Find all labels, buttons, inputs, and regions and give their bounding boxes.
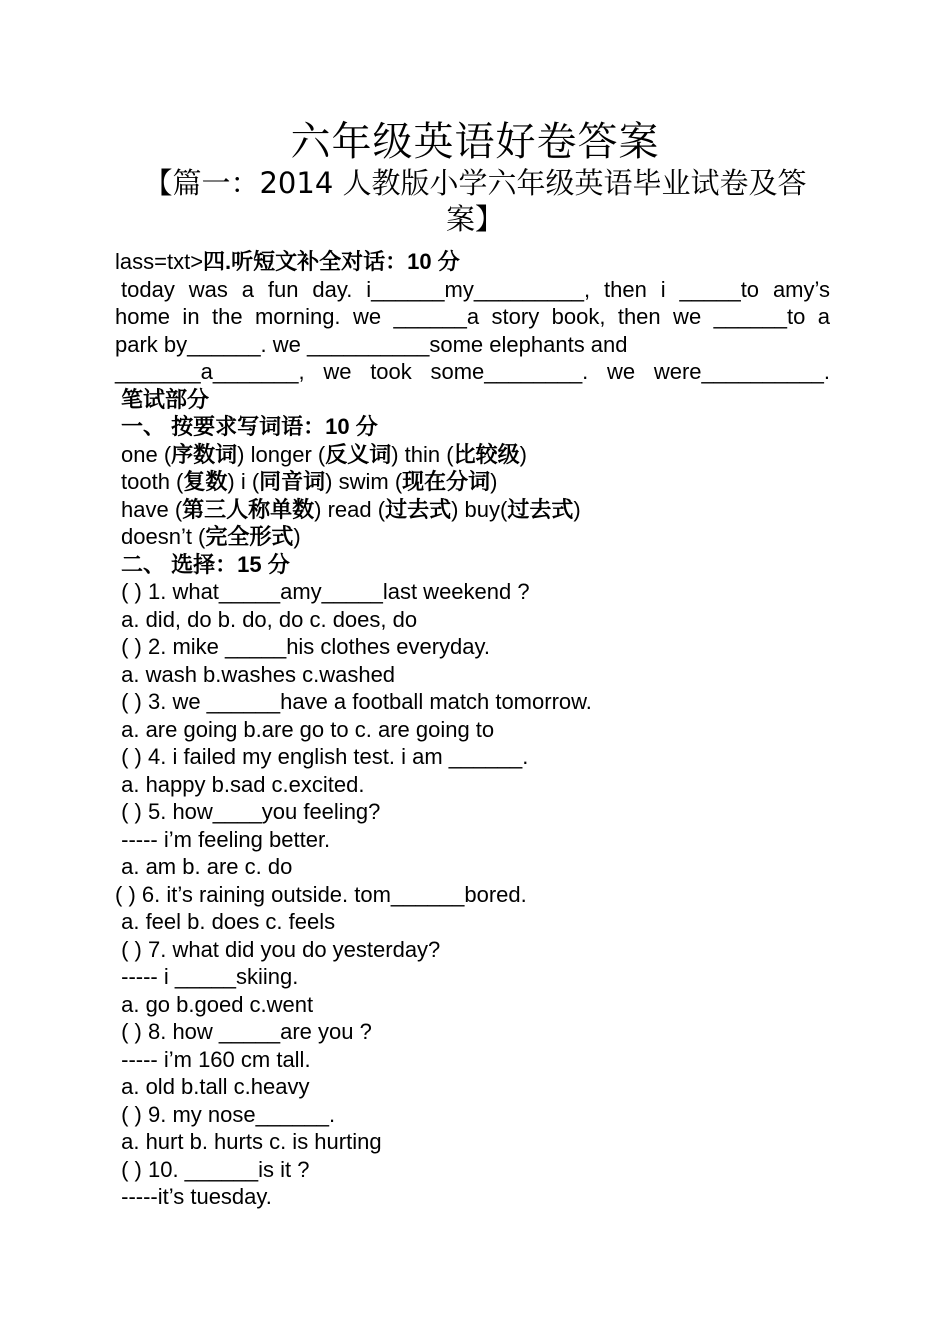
question-line: a. go b.goed c.went [115, 991, 314, 1017]
word-task-row [115, 468, 830, 496]
page-title: 六年级英语好卷答案 [290, 119, 660, 165]
word-task-hint: 比较级 [453, 441, 520, 467]
word-task-hint: 完全形式 [205, 524, 294, 549]
section4-prefix: lass=txt> [115, 249, 204, 274]
question-line: ----- i _____skiing. [115, 964, 299, 989]
word-task-row [115, 441, 830, 469]
word-task-text: ) [573, 496, 581, 522]
written-section-heading: 笔试部分 [121, 386, 210, 412]
document-body [115, 248, 830, 1211]
question-line: a. am b. are c. do [115, 854, 293, 879]
word-task-hint: 现在分词 [402, 469, 491, 494]
part1-word-rows [115, 441, 830, 551]
question-line: ( ) 8. how _____are you ? [115, 1019, 372, 1044]
word-task-text: ) read ( [314, 496, 386, 522]
question-line: a. did, do b. do, do c. does, do [115, 606, 418, 632]
word-task-text: one ( [121, 441, 172, 467]
section4-heading-line [115, 248, 830, 276]
word-task-text: tooth ( [121, 469, 184, 494]
word-task-text: ) swim ( [325, 469, 403, 494]
section4-line: park by______. we __________some elephants and [115, 331, 628, 357]
question-line: ( ) 7. what did you do yesterday? [115, 936, 441, 962]
question-line: a. are going b.are go to c. are going to [115, 716, 495, 742]
question-line: ----- i’m 160 cm tall. [115, 1046, 311, 1072]
word-task-text: doesn’t ( [121, 524, 206, 549]
question-line: ( ) 6. it’s raining outside. tom______bored. [115, 881, 527, 907]
word-task-hint: 第三人称单数 [182, 496, 315, 522]
section4-line: home in the morning. we ______a story book, then we ______to a [115, 304, 830, 329]
word-task-hint: 过去式 [507, 496, 574, 522]
word-task-text: ) i ( [227, 469, 260, 494]
question-line: ( ) 3. we ______have a football match tomorrow. [115, 689, 592, 714]
question-line: ( ) 5. how____you feeling? [115, 799, 381, 824]
part1-heading: 一、 按要求写词语：10 分 [121, 414, 378, 439]
word-task-text: ) buy( [451, 496, 508, 522]
part2-heading: 二、 选择：15 分 [121, 551, 290, 577]
section4-line: today was a fun day. i______my_________, then i _____to amy’s [121, 276, 830, 302]
word-task-text: ) [293, 524, 301, 549]
word-task-row [115, 523, 830, 551]
question-line: a. wash b.washes c.washed [115, 661, 396, 687]
question-line: ( ) 1. what_____amy_____last weekend ? [115, 579, 530, 604]
question-line: ----- i’m feeling better. [115, 826, 331, 852]
word-task-hint: 过去式 [385, 496, 452, 522]
question-line: -----it’s tuesday. [115, 1184, 272, 1209]
word-task-text: ) [490, 469, 498, 494]
question-line: ( ) 4. i failed my english test. i am ______. [115, 744, 529, 769]
word-task-hint: 复数 [183, 469, 228, 494]
question-line: a. feel b. does c. feels [115, 909, 336, 934]
question-line: ( ) 9. my nose______. [115, 1101, 336, 1127]
part2-question-lines [115, 578, 830, 1211]
page-subtitle: 【篇一：2014 人教版小学六年级英语毕业试卷及答案】 [143, 166, 807, 236]
word-task-text: have ( [121, 496, 183, 522]
section4-heading: 四.听短文补全对话：10 分 [203, 249, 460, 274]
word-task-row [115, 496, 830, 524]
word-task-hint: 同音词 [259, 469, 326, 494]
word-task-text: ) [519, 441, 527, 467]
question-line: a. old b.tall c.heavy [115, 1074, 310, 1099]
section4-line: _______a_______, we took some________. we were__________. [115, 359, 830, 384]
question-line: ( ) 2. mike _____his clothes everyday. [115, 634, 490, 659]
question-line: a. hurt b. hurts c. is hurting [115, 1129, 382, 1154]
question-line: a. happy b.sad c.excited. [115, 771, 365, 797]
word-task-hint: 反义词 [325, 441, 392, 467]
word-task-text: ) longer ( [237, 441, 326, 467]
word-task-text: ) thin ( [391, 441, 454, 467]
word-task-hint: 序数词 [171, 441, 238, 467]
question-line: ( ) 10. ______is it ? [115, 1156, 310, 1182]
